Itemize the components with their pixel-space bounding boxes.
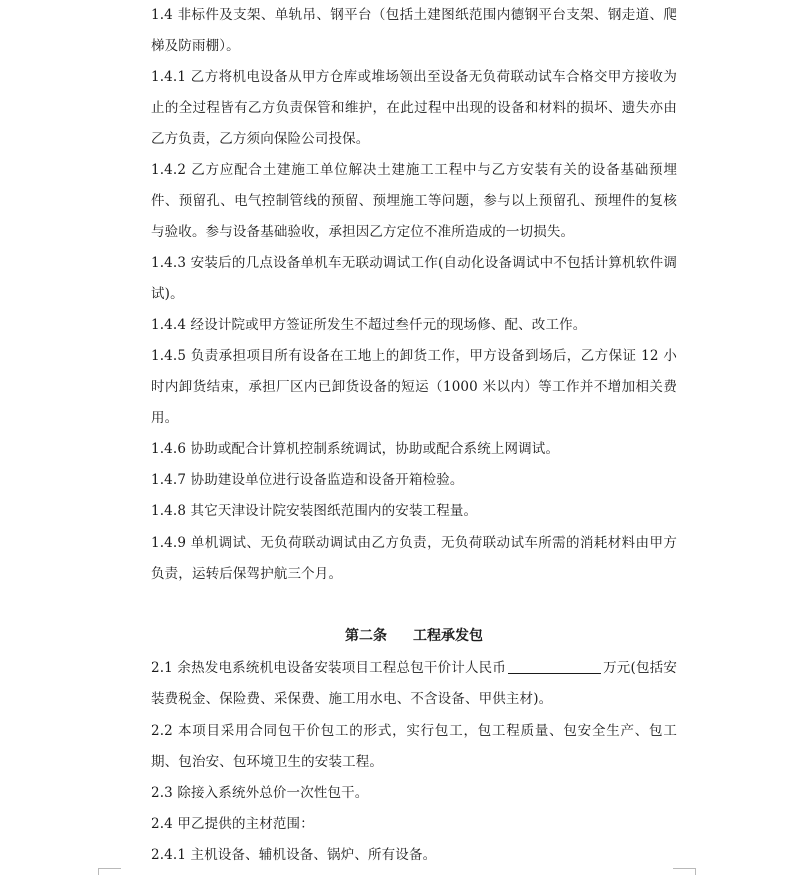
section-number: 第二条 [345,628,387,644]
crop-mark-right-horizontal [673,868,695,869]
amount-blank-field[interactable] [508,659,601,674]
paragraph-1-4-3: 1.4.3 安装后的几点设备单机车无联动调试工作(自动化设备调试中不包括计算机软件调试)。 [151,255,677,302]
section-heading [151,621,677,652]
paragraph-1-4-5: 1.4.5 负责承担项目所有设备在工地上的卸货工作，甲方设备到场后，乙方保证 12 小时内卸货结束，承担厂区内已卸货设备的短运（1000 米以内）等工作并不增加相关费用。 [151,348,677,426]
paragraph-2-2: 2.2 本项目采用合同包干价包工的形式，实行包工，包工程质量、包安全生产、包工期、包治安、包环境卫生的安装工程。 [151,723,677,770]
paragraph-1-4-6: 1.4.6 协助或配合计算机控制系统调试，协助或配合系统上网调试。 [151,441,560,457]
paragraph-1-4: 1.4 非标件及支架、单轨吊、钢平台（包括土建图纸范围内德钢平台支架、钢走道、爬梯及防雨棚）。 [151,7,677,54]
paragraph-1-4-8: 1.4.8 其它天津设计院安装图纸范围内的安装工程量。 [151,503,478,519]
paragraph-1-4-2: 1.4.2 乙方应配合土建施工单位解决土建施工工程中与乙方安装有关的设备基础预埋件、预留孔、电气控制管线的预留、预埋施工等问题，参与以上预留孔、预埋件的复核与验收。参与设备基础验收，承担因乙方定位不准所造成的一切损失。 [151,162,677,240]
paragraph-1-4-4: 1.4.4 经设计院或甲方签证所发生不超过叁仟元的现场修、配、改工作。 [151,317,587,333]
crop-mark-left-horizontal [99,868,121,869]
crop-mark-left-vertical [98,868,99,875]
paragraph-1-4-1: 1.4.1 乙方将机电设备从甲方仓库或堆场领出至设备无负荷联动试车合格交甲方接收为止的全过程皆有乙方负责保管和维护，在此过程中出现的设备和材料的损坏、遗失亦由乙方负责，乙方须向保险公司投保。 [151,69,677,147]
paragraph-2-3: 2.3 除接入系统外总价一次性包干。 [151,785,369,801]
paragraph-1-4-7: 1.4.7 协助建设单位进行设备监造和设备开箱检验。 [151,472,464,488]
paragraph-1-4-9: 1.4.9 单机调试、无负荷联动调试由乙方负责，无负荷联动试车所需的消耗材料由甲方负责，运转后保驾护航三个月。 [151,535,677,582]
paragraph-2-1 [151,653,677,715]
clause-2-1-text: 2.1 余热发电系统机电设备安装项目工程总包干价计人民币 [151,660,507,676]
section-title: 工程承发包 [413,628,483,644]
crop-mark-right-vertical [695,868,696,875]
paragraph-2-4: 2.4 甲乙提供的主材范围： [151,816,314,832]
paragraph-2-4-1: 2.4.1 主机设备、辅机设备、锅炉、所有设备。 [151,847,437,863]
clause-2-1-text-tail: 万元(包括安装费税金、保险费、采保费、施工用水电、不含设备、甲供主材)。 [151,660,677,707]
